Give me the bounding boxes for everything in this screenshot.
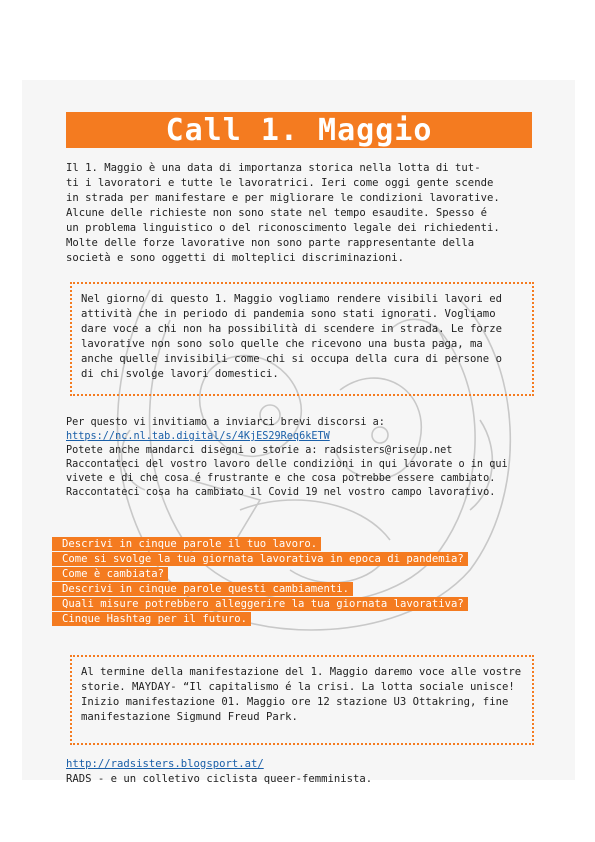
highlight-box-text: Nel giorno di questo 1. Maggio vogliamo rendere visibili lavori ed attività che in periodo di pandemia sono stati ignorati. Vogliamo dare voce a chi non ha possibilità di scendere in strada. Le forze lavorative non sono solo quelle che ricevono una busta paga, ma anche quelle invisibili come chi si occupa della cura di persone o di chi svolge lavori domestici. — [81, 293, 502, 380]
question-item: Cinque Hashtag per il futuro. — [52, 612, 251, 626]
question-item: Come è cambiata? — [52, 567, 168, 581]
question-item: Descrivi in cinque parole questi cambiamenti. — [52, 582, 353, 596]
page-title: Call 1. Maggio — [66, 112, 532, 148]
upload-link[interactable]: https://nc.nl.tab.digital/s/4KjES29Req6kETW — [66, 431, 330, 442]
highlight-box-mayday — [70, 655, 534, 745]
intro-paragraph: Il 1. Maggio è una data di importanza storica nella lotta di tut- ti i lavoratori e tutte le lavoratrici. Ieri come oggi gente scende in strada per manifestare e per migliorare le condizioni lavorative. Alcune delle richieste non sono state nel tempo esaudite. Spesso é un problema linguistico o del riconoscimento legale dei richiedenti. Molte delle forze lavorative non sono parte rappresentante della società e sono oggetti di molteplici discriminazioni. — [66, 162, 500, 264]
invite-section — [66, 416, 546, 500]
invite-line: Per questo vi invitiamo a inviarci brevi discorsi a: — [66, 417, 385, 428]
highlight-box-pandemic — [70, 282, 534, 396]
question-item: Quali misure potrebbero alleggerire la tua giornata lavorativa? — [52, 597, 468, 611]
mayday-text: Al termine della manifestazione del 1. Maggio daremo voce alle vostre storie. MAYDAY- “Il capitalismo é la crisi. La lotta sociale unisce! Inizio manifestazione 01. Maggio ore 12 stazione U3 Ottakring, fine manifestazione Sigmund Freud Park. — [81, 666, 522, 723]
email-line: Potete anche mandarci disegni o storie a: radsisters@riseup.net — [66, 445, 453, 456]
collective-description: RADS - e un colletivo ciclista queer-femminista. — [66, 773, 373, 785]
invite-description: Raccontateci del vostro lavoro delle condizioni in qui lavorate o in qui vivete e di che cosa é frustrante e che cosa potrebbe essere cambiato. Raccontateci cosa ha cambiato il Covid 19 nel vostro campo lavorativo. — [66, 459, 508, 498]
question-item: Come si svolge la tua giornata lavorativa in epoca di pandemia? — [52, 552, 468, 566]
question-list — [52, 532, 468, 625]
blog-link[interactable]: http://radsisters.blogsport.at/ — [66, 758, 264, 770]
question-item: Descrivi in cinque parole il tuo lavoro. — [52, 537, 321, 551]
